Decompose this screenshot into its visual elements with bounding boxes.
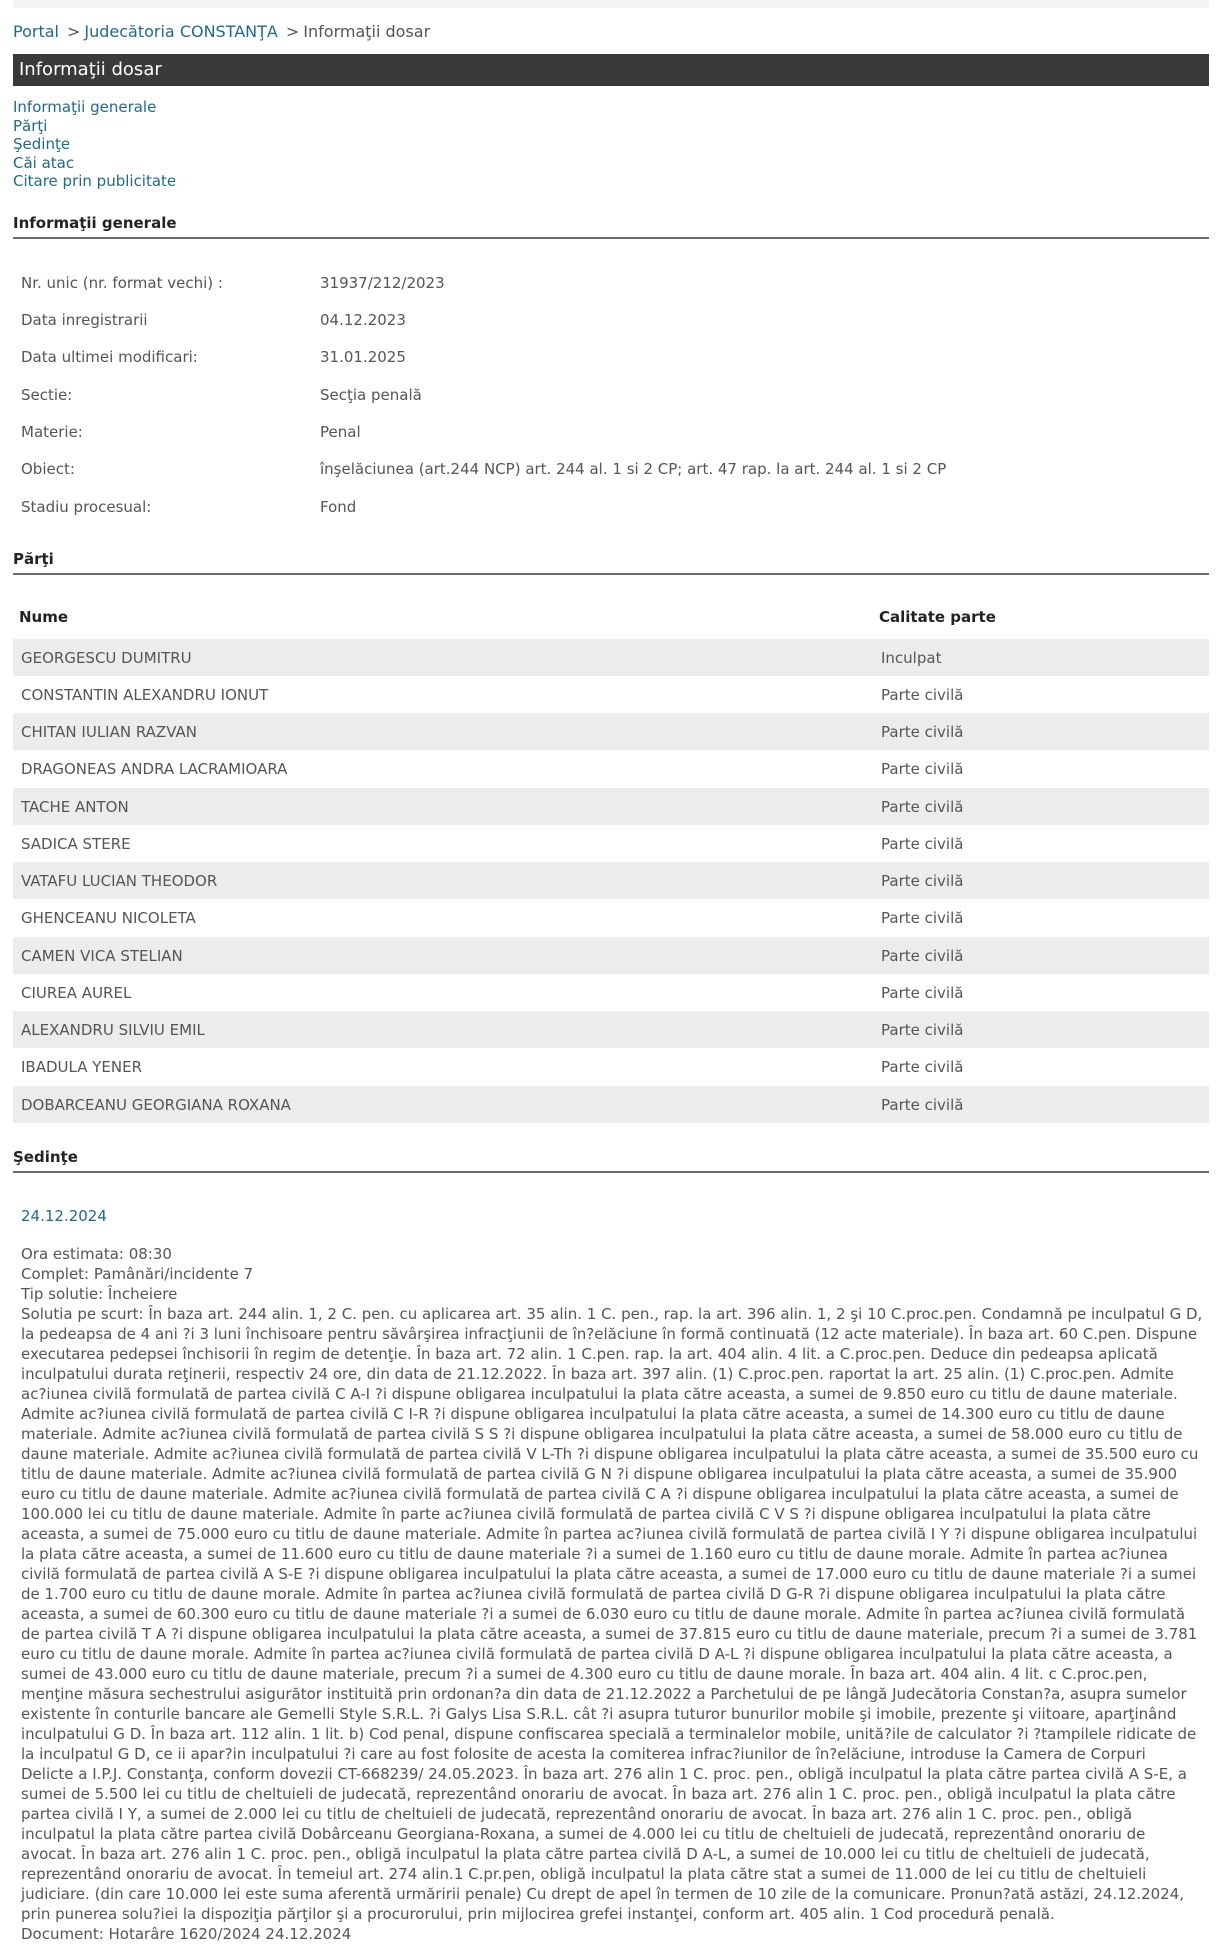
section-title-general: Informaţii generale	[13, 214, 1209, 239]
party-role: Inculpat	[881, 649, 942, 667]
party-role: Parte civilă	[881, 686, 964, 704]
party-name: VATAFU LUCIAN THEODOR	[21, 872, 218, 890]
breadcrumb	[13, 22, 430, 41]
sedinta-solutie: Solutia pe scurt: În baza art. 244 alin. 1, 2 C. pen. cu aplicarea art. 35 alin. 1 C. pen., rap. la art. 396 alin. 1, 2 şi 10 C.proc.pen. Condamnă pe inculpatul G D, la pedeapsa de 4 ani ?i 3 luni închisoare pentru săvârşirea infracţiunii de în?elăciune în formă continuată (12 acte materiale). În baza art. 60 C.pen. Dispune executarea pedepsei închisorii în regim de detenţie. În baza art. 72 alin. 1 C.pen. rap. la art. 404 alin. 4 lit. a C.proc.pen. Deduce din pedeapsa aplicată inculpatului durata reţinerii, respectiv 24 ore, din data de 21.12.2022. În baza art. 397 alin. (1) C.proc.pen. raportat la art. 25 alin. (1) C.proc.pen. Admite ac?iunea civilă formulată de partea civilă C A-I ?i dispune obligarea inculpatului la plata către aceasta, a sumei de 9.850 euro cu titlu de daune materiale. Admite ac?iunea civilă formulată de partea civilă C I-R ?i dispune obligarea inculpatului la plata către aceasta, a sumei de 14.300 euro cu titlu de daune materiale. Admite ac?iunea civilă formulată de partea civilă S S ?i dispune obligarea inculpatului la plata către aceasta, a sumei de 58.000 euro cu titlu de daune materiale. Admite ac?iunea civilă formulată de partea civilă V L-Th ?i dispune obligarea inculpatului la plata către aceasta, a sumei de 35.500 euro cu titlu de daune materiale. Admite ac?iunea civilă formulată de partea civilă G N ?i dispune obligarea inculpatului la plata către aceasta, a sumei de 35.900 euro cu titlu de daune materiale. Admite ac?iunea civilă formulată de partea civilă C A ?i dispune obligarea inculpatului la plata către aceasta, a sumei de 100.000 lei cu titlu de daune materiale. Admite în parte ac?iunea civilă formulată de partea civilă C V S ?i dispune obligarea inculpatului la plata către aceasta, a sumei de 75.000 euro cu titlu de daune materiale. Admite în partea ac?iunea civilă formulată de partea civilă I Y ?i dispune obligarea inculpatului la plata către aceasta, a sumei de 11.600 euro cu titlu de daune materiale ?i a sumei de 1.160 euro cu titlu de daune morale. Admite în partea ac?iunea civilă formulată de partea civilă A S-E ?i dispune obligarea inculpatului la plata către aceasta, a sumei de 17.000 euro cu titlu de daune materiale ?i a sumei de 1.700 euro cu titlu de daune morale. Admite în partea ac?iunea civilă formulată de partea civilă D G-R ?i dispune obligarea inculpatului la plata către aceasta, a sumei de 60.300 euro cu titlu de daune materiale ?i a sumei de 6.030 euro cu titlu de daune morale. Admite în partea ac?iunea civilă formulată de partea civilă T A ?i dispune obligarea inculpatului la plata către aceasta, a sumei de 37.815 euro cu titlu de daune materiale, precum ?i a sumei de 3.781 euro cu titlu de daune morale. Admite în partea ac?iunea civilă formulată de partea civilă D A-L ?i dispune obligarea inculpatului la plata către aceasta, a sumei de 43.000 euro cu titlu de daune materiale, precum ?i a sumei de 4.300 euro cu titlu de daune morale. În baza art. 404 alin. 4 lit. c C.proc.pen, menţine măsura sechestrului asigurător instituită prin ordonan?a din data de 21.12.2022 a Parchetului de pe lângă Judecătoria Constan?a, asupra sumelor existente în conturile bancare ale Gemelli Style S.R.L. ?i Galys Lisa S.R.L. cât ?i asupra tuturor bunurilor mobile şi imobile, prezente şi viitoare, aparţinând inculpatului G D. În baza art. 112 alin. 1 lit. b) Cod penal, dispune confiscarea specială a terminalelor mobile, unită?ile de calculator ?i ?tampilele ridicate de la inculpatul G D, ce ii apar?in inculpatului ?i care au fost folosite de acesta la comiterea infrac?iunilor de în?elăciune, introduse la Camera de Corpuri Delicte a I.P.J. Constanţa, conform dovezii CT-668239/ 24.05.2023. În baza art. 276 alin 1 C. proc. pen., obligă inculpatul la plata către partea civilă A S-E, a sumei de 5.500 lei cu titlu de cheltuieli de judecată, reprezentând onorariu de avocat. În baza art. 276 alin 1 C. proc. pen., obligă inculpatul la plata către partea civilă I Y, a sumei de 2.000 lei cu titlu de cheltuieli de judecată, reprezentând onorariu de avocat. În baza art. 276 alin 1 C. proc. pen., obligă inculpatul la plata către partea civilă Dobârceanu Georgiana-Roxana, a sumei de 4.000 lei cu titlu de cheltuieli de judecată, reprezentând onorariu de avocat. În baza art. 276 alin 1 C. proc. pen., obligă inculpatul la plata către partea civilă D A-L, a sumei de 10.000 lei cu titlu de cheltuieli de judecată, reprezentând onorariu de avocat. În temeiul art. 274 alin.1 C.pr.pen, obligă inculpatul la plata către stat a sumei de 11.000 de lei cu titlu de cheltuieli judiciare. (din care 10.000 lei este suma aferentă urmăririi penale) Cu drept de apel în termen de 10 zile de la comunicare. Pronun?ată astăzi, 24.12.2024, prin punerea solu?iei la dispoziţia părţilor şi a procurorului, prin mijlocirea grefei instanţei, conform art. 405 alin. 1 Cod procedură penală.	[21, 1305, 1203, 1923]
sedinta-tip-solutie: Tip solutie: Încheiere	[21, 1285, 178, 1303]
column-header-nume: Nume	[19, 608, 69, 626]
table-row	[13, 899, 1209, 936]
party-name: IBADULA YENER	[21, 1058, 142, 1076]
parti-table-header	[13, 608, 1209, 630]
party-role: Parte civilă	[881, 798, 964, 816]
party-name: GEORGESCU DUMITRU	[21, 649, 192, 667]
column-header-calitate: Calitate parte	[879, 608, 996, 626]
party-role: Parte civilă	[881, 835, 964, 853]
table-row	[13, 1011, 1209, 1048]
table-row	[13, 937, 1209, 974]
party-role: Parte civilă	[881, 1096, 964, 1114]
breadcrumb-instanta-link[interactable]: Judecătoria CONSTANŢA	[84, 22, 278, 41]
info-label: Sectie:	[21, 386, 73, 404]
party-name: DOBARCEANU GEORGIANA ROXANA	[21, 1096, 291, 1114]
party-role: Parte civilă	[881, 947, 964, 965]
party-role: Parte civilă	[881, 760, 964, 778]
table-row	[13, 1086, 1209, 1123]
party-name: CIUREA AUREL	[21, 984, 132, 1002]
party-name: SADICA STERE	[21, 835, 131, 853]
info-value: Secţia penală	[320, 386, 422, 404]
info-value: Penal	[320, 423, 361, 441]
info-value: 31.01.2025	[320, 348, 406, 366]
table-row	[13, 676, 1209, 713]
section-nav	[13, 98, 176, 191]
party-name: CAMEN VICA STELIAN	[21, 947, 183, 965]
sedinta-document: Document: Hotarâre 1620/2024 24.12.2024	[21, 1925, 352, 1943]
info-value: 31937/212/2023	[320, 274, 445, 292]
breadcrumb-separator: >	[66, 22, 81, 41]
table-row	[13, 862, 1209, 899]
table-row	[13, 788, 1209, 825]
sedinta-ora: Ora estimata: 08:30	[21, 1245, 172, 1263]
nav-link-sedinte[interactable]: Şedinţe	[13, 135, 71, 153]
nav-link-informatii-generale[interactable]: Informaţii generale	[13, 98, 157, 116]
party-role: Parte civilă	[881, 984, 964, 1002]
nav-link-parti[interactable]: Părţi	[13, 116, 48, 135]
top-strip	[13, 0, 1209, 8]
party-role: Parte civilă	[881, 872, 964, 890]
party-name: DRAGONEAS ANDRA LACRAMIOARA	[21, 760, 288, 778]
nav-link-cai-atac[interactable]: Căi atac	[13, 153, 75, 172]
info-label: Data ultimei modificari:	[21, 348, 198, 366]
party-name: CONSTANTIN ALEXANDRU IONUT	[21, 686, 269, 704]
party-name: GHENCEANU NICOLETA	[21, 909, 196, 927]
info-value: înşelăciunea (art.244 NCP) art. 244 al. 1 si 2 CP; art. 47 rap. la art. 244 al. 1 si 2 CP	[320, 460, 947, 478]
party-role: Parte civilă	[881, 909, 964, 927]
table-row	[13, 713, 1209, 750]
info-value: Fond	[320, 498, 357, 516]
table-row	[13, 974, 1209, 1011]
party-name: TACHE ANTON	[21, 798, 129, 816]
section-title-sedinte: Şedinţe	[13, 1148, 1209, 1173]
breadcrumb-portal-link[interactable]: Portal	[13, 22, 59, 41]
table-row	[13, 825, 1209, 862]
info-label: Stadiu procesual:	[21, 498, 152, 516]
party-name: CHITAN IULIAN RAZVAN	[21, 723, 197, 741]
info-label: Nr. unic (nr. format vechi) :	[21, 274, 223, 292]
sedinta-complet: Complet: Pamânări/incidente 7	[21, 1265, 254, 1283]
party-role: Parte civilă	[881, 1058, 964, 1076]
info-label: Data inregistrarii	[21, 311, 148, 329]
section-title-parti: Părţi	[13, 550, 1209, 575]
sedinta-date: 24.12.2024	[21, 1207, 107, 1225]
info-value: 04.12.2023	[320, 311, 406, 329]
info-label: Materie:	[21, 423, 83, 441]
nav-link-citare-publicitate[interactable]: Citare prin publicitate	[13, 172, 177, 190]
table-row	[13, 1048, 1209, 1085]
party-role: Parte civilă	[881, 1021, 964, 1039]
party-role: Parte civilă	[881, 723, 964, 741]
table-row	[13, 750, 1209, 787]
sedinta-details	[21, 1244, 1203, 1944]
info-label: Obiect:	[21, 460, 75, 478]
breadcrumb-current: Informaţii dosar	[303, 22, 431, 41]
table-row	[13, 639, 1209, 676]
breadcrumb-separator: >	[285, 22, 300, 41]
page-title: Informaţii dosar	[13, 54, 1209, 86]
party-name: ALEXANDRU SILVIU EMIL	[21, 1021, 205, 1039]
